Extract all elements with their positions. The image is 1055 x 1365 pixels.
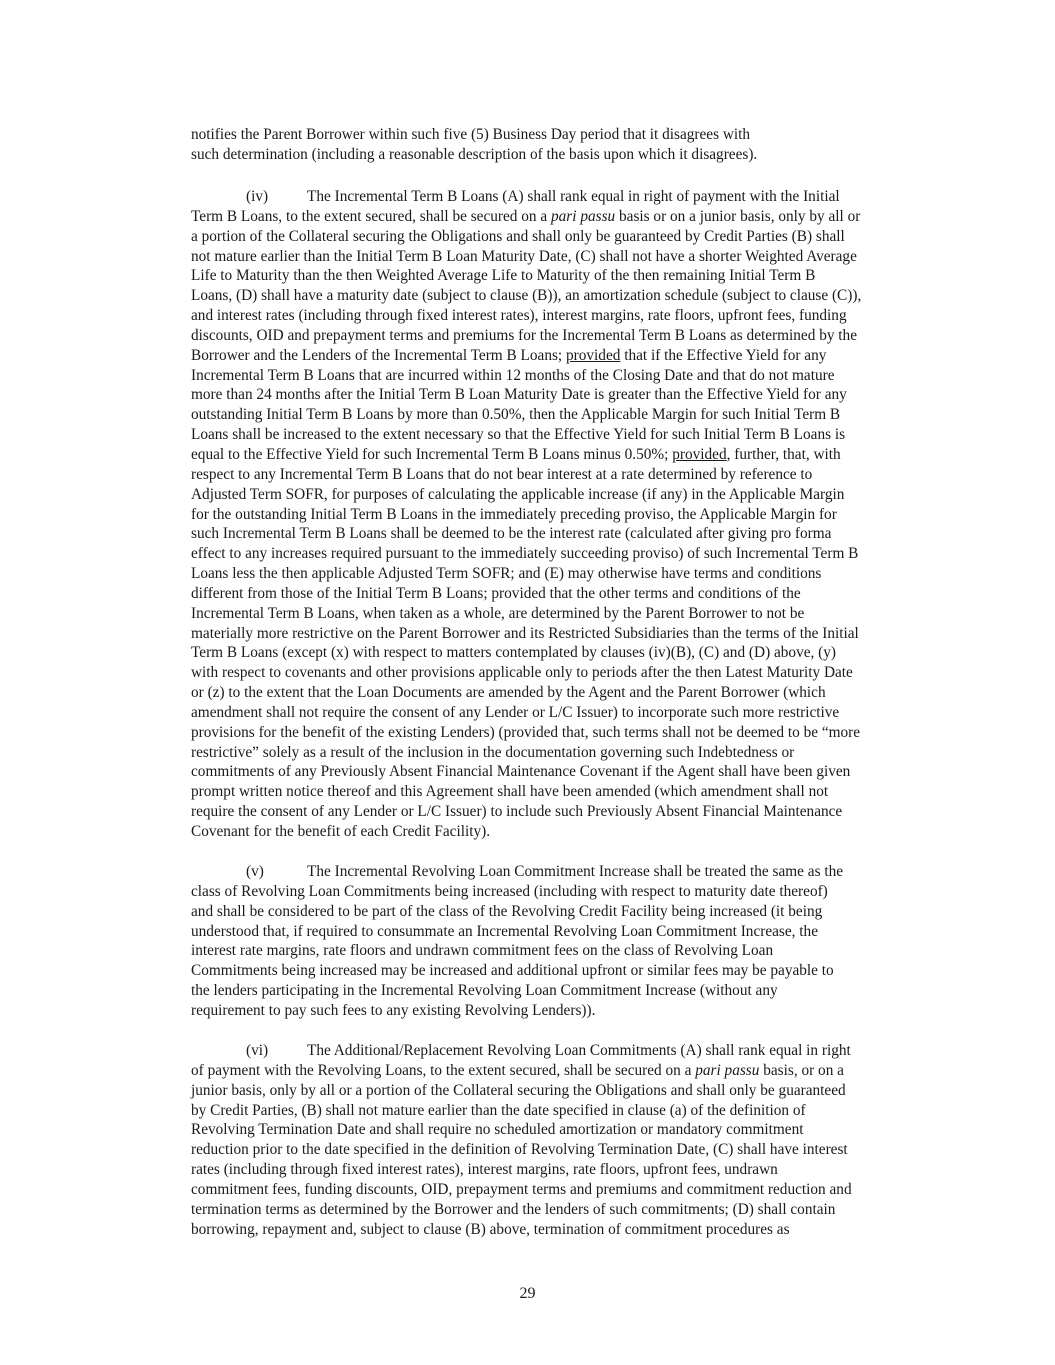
text-line: reduction prior to the date specified in the definition of Revolving Termination Date, (C) shall have interest <box>191 1141 848 1159</box>
text-line: different from those of the Initial Term B Loans; provided that the other terms and conditions of the <box>191 584 801 602</box>
text-line: restrictive” solely as a result of the inclusion in the documentation governing such Indebtedness or <box>191 743 795 761</box>
text-line: equal to the Effective Yield for such Incremental Term B Loans minus 0.50%; provided, further, that, with <box>191 445 841 463</box>
paragraph-v <box>191 862 936 1021</box>
text-line: notifies the Parent Borrower within such five (5) Business Day period that it disagrees with <box>191 126 751 143</box>
text-line: and interest rates (including through fixed interest rates), interest margins, rate floors, upfront fees, funding <box>191 307 847 325</box>
clause-label: (iv) <box>246 188 269 205</box>
text-line: (vi) The Additional/Replacement Revolving Loan Commitments (A) shall rank equal in right <box>246 1042 851 1059</box>
underlined-term: provided <box>672 445 727 463</box>
text-line: Commitments being increased may be increased and additional upfront or similar fees may be payable to <box>191 962 834 980</box>
text-line: (v) The Incremental Revolving Loan Commitment Increase shall be treated the same as the <box>246 863 844 880</box>
text-line: such Incremental Term B Loans shall be deemed to be the interest rate (calculated after giving pro forma <box>191 525 832 543</box>
text-line: a portion of the Collateral securing the Obligations and shall only be guaranteed by Credit Parties (B) shall <box>191 227 845 245</box>
text-line: not mature earlier than the Initial Term B Loan Maturity Date, (C) shall not have a shorter Weighted Average <box>191 247 857 265</box>
paragraph-intro <box>191 125 936 165</box>
text-line: Revolving Termination Date and shall require no scheduled amortization or mandatory commitment <box>191 1121 804 1139</box>
text-line: the lenders participating in the Incremental Revolving Loan Commitment Increase (without any <box>191 982 778 1000</box>
italic-term: pari passu <box>695 1061 760 1079</box>
text-line: Loans shall be increased to the extent necessary so that the Effective Yield for such Initial Term B Loans is <box>191 426 846 444</box>
text-line: such determination (including a reasonable description of the basis upon which it disagrees). <box>191 145 758 163</box>
text-line: materially more restrictive on the Parent Borrower and its Restricted Subsidiaries than the terms of the Initial <box>191 624 859 642</box>
text-line: junior basis, only by all or a portion of the Collateral securing the Obligations and shall only be guaranteed <box>191 1081 846 1099</box>
text-line: amendment shall not require the consent of any Lender or L/C Issuer) to incorporate such more restrictive <box>191 703 840 721</box>
text-line: class of Revolving Loan Commitments being increased (including with respect to maturity date thereof) <box>191 882 828 900</box>
clause-label: (vi) <box>246 1042 269 1059</box>
text-line: Loans less the then applicable Adjusted Term SOFR; and (E) may otherwise have terms and conditions <box>191 565 822 583</box>
text-line: rates (including through fixed interest rates), interest margins, rate floors, upfront fees, undrawn <box>191 1161 778 1179</box>
text-line: Adjusted Term SOFR, for purposes of calculating the applicable increase (if any) in the Applicable Margin <box>191 485 845 503</box>
underlined-term: provided <box>566 346 621 364</box>
text-line: commitments of any Previously Absent Financial Maintenance Covenant if the Agent shall have been given <box>191 763 851 781</box>
text-line: (iv) The Incremental Term B Loans (A) shall rank equal in right of payment with the Initial <box>246 188 840 205</box>
text-line: of payment with the Revolving Loans, to the extent secured, shall be secured on a pari passu basis, or on a <box>191 1061 844 1079</box>
italic-term: pari passu <box>551 207 616 225</box>
text-line: borrowing, repayment and, subject to clause (B) above, termination of commitment procedures as <box>191 1220 790 1238</box>
text-line: commitment fees, funding discounts, OID, prepayment terms and premiums and commitment reduction and <box>191 1180 852 1198</box>
text-line: prompt written notice thereof and this Agreement shall have been amended (which amendment shall not <box>191 783 829 801</box>
text-line: Borrower and the Lenders of the Incremental Term B Loans; provided that if the Effective Yield for any <box>191 346 827 364</box>
text-line: require the consent of any Lender or L/C Issuer) to include such Previously Absent Financial Maintenance <box>191 803 843 821</box>
text-line: and shall be considered to be part of the class of the Revolving Credit Facility being increased (it being <box>191 902 823 920</box>
text-line: Loans, (D) shall have a maturity date (subject to clause (B)), an amortization schedule (subject to clause (C)), <box>191 287 862 305</box>
clause-label: (v) <box>246 863 264 880</box>
text-line: for the outstanding Initial Term B Loans in the immediately preceding proviso, the Applicable Margin for <box>191 505 837 523</box>
text-line: Life to Maturity than the then Weighted Average Life to Maturity of the then remaining Initial Term B <box>191 267 816 285</box>
text-line: Incremental Term B Loans, when taken as a whole, are determined by the Parent Borrower to not be <box>191 604 805 622</box>
text-line: with respect to covenants and other provisions applicable only to periods after the then Latest Maturity Date <box>191 664 853 682</box>
text-line: Incremental Term B Loans that are incurred within 12 months of the Closing Date and that do not mature <box>191 366 835 384</box>
text-line: understood that, if required to consummate an Incremental Revolving Loan Commitment Increase, the <box>191 922 818 940</box>
text-line: interest rate margins, rate floors and undrawn commitment fees on the class of Revolving Loan <box>191 942 774 960</box>
paragraph-iv <box>191 187 936 842</box>
text-line: by Credit Parties, (B) shall not mature earlier than the date specified in clause (a) of the definition of <box>191 1101 806 1119</box>
text-line: more than 24 months after the Initial Term B Loan Maturity Date is greater than the Effective Yield for any <box>191 386 847 404</box>
text-line: respect to any Incremental Term B Loans that do not bear interest at a rate determined by reference to <box>191 465 813 483</box>
text-line: Term B Loans (except (x) with respect to matters contemplated by clauses (iv)(B), (C) and (D) above, (y) <box>191 644 837 662</box>
text-line: provisions for the benefit of the existing Lenders) (provided that, such terms shall not be deemed to be “more <box>191 723 861 741</box>
text-line: outstanding Initial Term B Loans by more than 0.50%, then the Applicable Margin for such Initial Term B <box>191 406 841 424</box>
text-line: or (z) to the extent that the Loan Documents are amended by the Agent and the Parent Borrower (which <box>191 684 826 702</box>
text-line: discounts, OID and prepayment terms and premiums for the Incremental Term B Loans as determined by the <box>191 326 857 344</box>
paragraph-vi <box>191 1041 936 1239</box>
text-line: termination terms as determined by the Borrower and the lenders of such commitments; (D) shall contain <box>191 1200 836 1218</box>
text-line: Term B Loans, to the extent secured, shall be secured on a pari passu basis or on a junior basis, only by all or <box>191 207 861 225</box>
text-line: effect to any increases required pursuant to the immediately succeeding proviso) of such Incremental Term B <box>191 545 859 563</box>
page-number: 29 <box>519 1285 536 1302</box>
text-line: Covenant for the benefit of each Credit Facility). <box>191 823 491 840</box>
text-line: requirement to pay such fees to any existing Revolving Lenders)). <box>191 1001 596 1019</box>
